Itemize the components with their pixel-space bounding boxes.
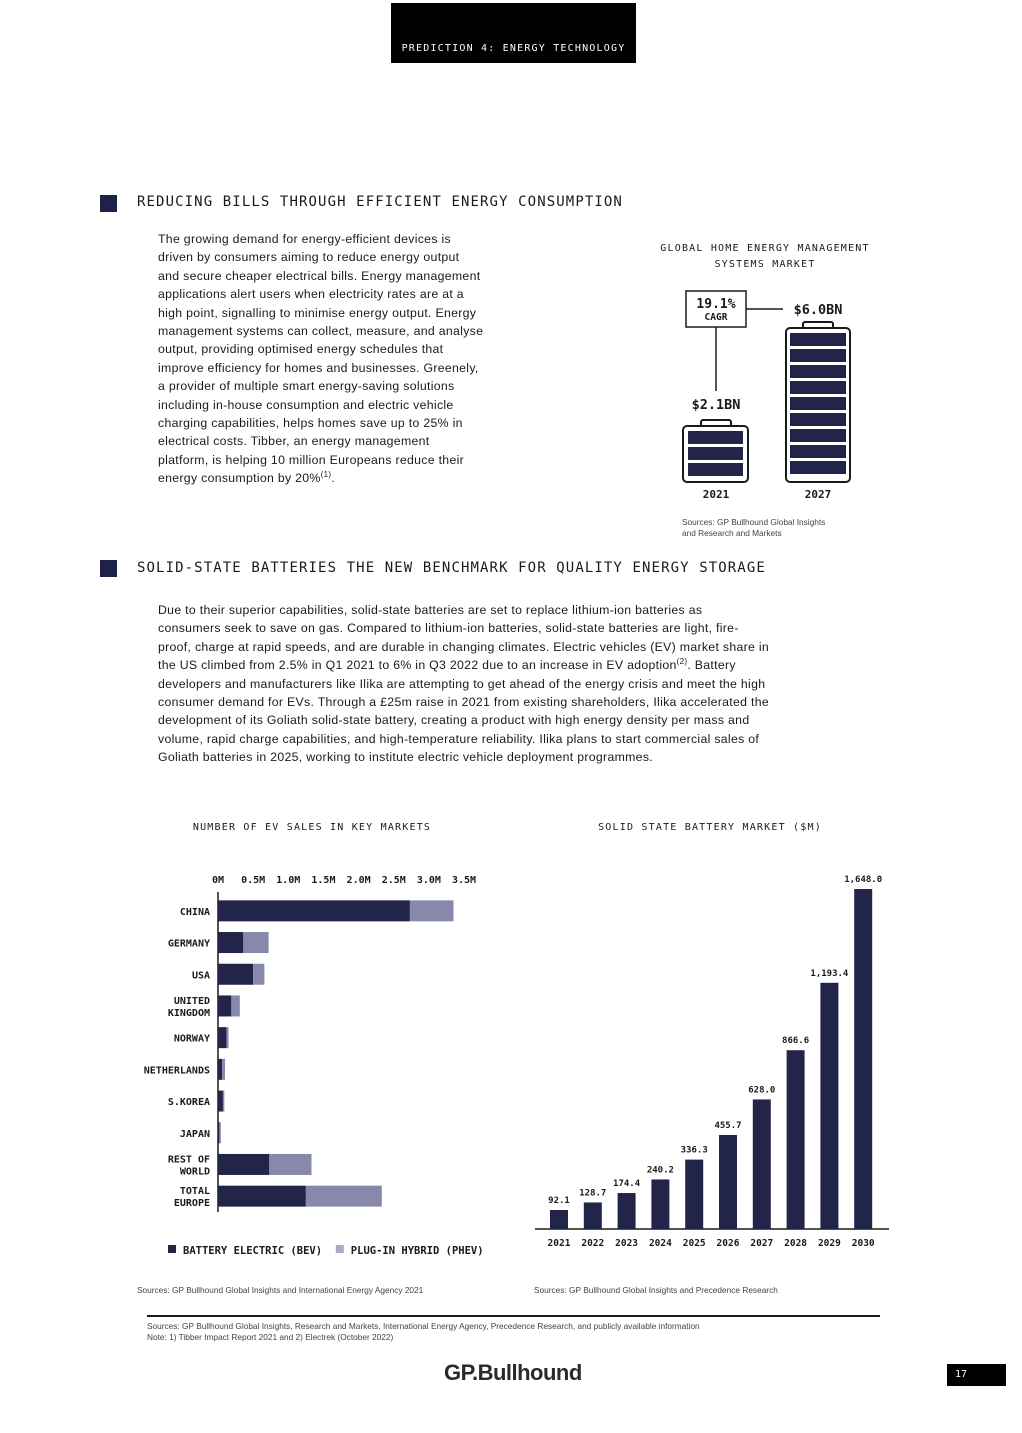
- ssb-bar: [550, 1210, 568, 1229]
- body-line: electrical costs. Tibber, an energy management: [158, 434, 430, 449]
- ev-bar-segment: [218, 1091, 223, 1112]
- year-label: 2029: [817, 1238, 841, 1249]
- value-label: 628.0: [748, 1085, 776, 1096]
- footer-notes: [147, 1321, 700, 1342]
- ssb-bar: [618, 1193, 636, 1229]
- ev-bar-segment: [218, 1154, 269, 1175]
- ev-bar-segment: [218, 995, 231, 1016]
- ssb-chart-title: SOLID STATE BATTERY MARKET ($M): [598, 822, 822, 833]
- legend-label: BATTERY ELECTRIC (BEV): [183, 1245, 323, 1257]
- body-line: volume, rapid charge capabilities, and high-temperature reliability. Ilika plans to start commercial sales of: [158, 731, 760, 746]
- ev-bar-segment: [218, 1186, 306, 1207]
- x-tick-label: 2.5M: [381, 875, 406, 886]
- ev-chart-source: Sources: GP Bullhound Global Insights and International Energy Agency 2021: [137, 1285, 424, 1295]
- ev-bar-segment: [218, 932, 243, 953]
- year-label: 2027: [750, 1238, 774, 1249]
- section-body-bills: [158, 230, 528, 488]
- section-header-tab: PREDICTION 4: ENERGY TECHNOLOGY: [391, 3, 636, 63]
- ssb-bar: [787, 1050, 805, 1229]
- year-label: 2026: [716, 1238, 740, 1249]
- ev-bar-segment: [223, 1091, 224, 1112]
- legend-label: PLUG-IN HYBRID (PHEV): [350, 1245, 484, 1257]
- year-label: 2025: [682, 1238, 706, 1249]
- body-line: developers and manufacturers like Ilika are attempting to get ahead of the energy crisis and meet the high: [158, 676, 766, 691]
- body-line: proof, charge at rapid speeds, and are durable in changing climates. Electric vehicles (EV) market share in: [158, 639, 770, 654]
- year-label: 2023: [615, 1238, 639, 1249]
- ev-bar-segment: [218, 964, 253, 985]
- year-label: 2022: [581, 1238, 605, 1249]
- category-label: CHINA: [179, 906, 210, 918]
- ev-sales-chart: [125, 860, 510, 1270]
- body-line: development of its Goliath solid-state battery, creating a product with high energy density per mass and: [158, 713, 750, 728]
- year-2021-label: 2021: [702, 488, 730, 501]
- ev-bar-segment: [410, 900, 454, 921]
- x-tick-label: 1.5M: [311, 875, 336, 886]
- body-line: The growing demand for energy-efficient devices is: [158, 232, 451, 246]
- ev-bar-segment: [269, 1154, 311, 1175]
- x-tick-label: 1.0M: [276, 875, 301, 886]
- ev-bar-segment: [306, 1186, 382, 1207]
- ssb-bar: [820, 983, 838, 1229]
- category-label: REST OF: [167, 1154, 210, 1166]
- category-label: WORLD: [179, 1166, 210, 1178]
- cagr-label: CAGR: [704, 312, 728, 323]
- body-line: Goliath batteries in 2025, working to institute electric vehicle deployment programmes.: [158, 750, 653, 765]
- gp-bullhound-logo: GP.Bullhound: [444, 1360, 582, 1385]
- section-body-batteries: [158, 601, 858, 767]
- value-label: 128.7: [579, 1188, 607, 1199]
- ev-bar-segment: [222, 1059, 225, 1080]
- section-marker: [100, 195, 117, 212]
- x-tick-label: 0M: [211, 875, 225, 886]
- body-line: platform, is helping 10 million Europeans reduce their: [158, 452, 465, 467]
- value-label: 1,648.0: [844, 875, 883, 885]
- hems-battery-infographic: [670, 285, 870, 510]
- ssb-bar: [719, 1135, 737, 1229]
- value-label: 174.4: [613, 1179, 641, 1190]
- ev-bar-segment: [218, 1027, 226, 1048]
- category-label: S.KOREA: [167, 1097, 210, 1109]
- category-label: UNITED: [173, 995, 210, 1007]
- x-tick-label: 0.5M: [241, 875, 266, 886]
- value-label: 455.7: [714, 1120, 742, 1131]
- ssb-bar: [753, 1099, 771, 1229]
- page-number: 17: [947, 1364, 1006, 1386]
- value-label: 92.1: [548, 1195, 570, 1206]
- ev-chart-title: NUMBER OF EV SALES IN KEY MARKETS: [192, 822, 432, 833]
- body-line: high point, signalling to minimise energy output. Energy: [158, 305, 477, 320]
- footer-note: Note: 1) Tibber Impact Report 2021 and 2) Electrek (October 2022): [147, 1331, 394, 1342]
- year-label: 2028: [784, 1238, 808, 1249]
- year-label: 2021: [547, 1238, 571, 1249]
- year-label: 2030: [851, 1238, 875, 1249]
- category-label: USA: [191, 970, 210, 982]
- category-label: TOTAL: [179, 1186, 210, 1198]
- x-tick-label: 3.5M: [452, 875, 477, 886]
- ev-bar-segment: [243, 932, 268, 953]
- footer-divider: [147, 1315, 880, 1317]
- body-line: management systems can collect, measure, and analyse: [158, 324, 484, 339]
- value-label: 240.2: [646, 1165, 674, 1176]
- value-2027: $6.0BN: [793, 302, 843, 318]
- body-line: the US climbed from 2.5% in Q1 2021 to 6% in Q3 2022 due to an increase in EV adoption$^{(2)}$. Battery: [158, 657, 736, 673]
- ev-bar-segment: [219, 1122, 220, 1143]
- section-heading-batteries: SOLID-STATE BATTERIES THE NEW BENCHMARK FOR QUALITY ENERGY STORAGE: [137, 560, 766, 576]
- section-heading-bills: REDUCING BILLS THROUGH EFFICIENT ENERGY CONSUMPTION: [137, 194, 623, 210]
- category-label: NORWAY: [173, 1033, 210, 1045]
- year-2027-label: 2027: [804, 488, 832, 501]
- category-label: GERMANY: [167, 938, 210, 950]
- ssb-bar: [685, 1160, 703, 1229]
- category-label: KINGDOM: [167, 1007, 210, 1019]
- ev-bar-segment: [231, 995, 239, 1016]
- value-label: 336.3: [680, 1145, 708, 1156]
- body-line: output, providing optimised energy schedules that: [158, 342, 444, 357]
- value-label: 1,193.4: [810, 968, 849, 979]
- body-line: consumer demand for EVs. Through a £25m raise in 2021 from existing shareholders, Ilika accelerated the: [158, 695, 769, 710]
- section-marker: [100, 560, 117, 577]
- body-line: improve efficiency for homes and businesses. Greenely,: [158, 360, 479, 375]
- battery-2021: [683, 420, 748, 482]
- body-line: Due to their superior capabilities, solid-state batteries are set to replace lithium-ion batteries as: [158, 603, 703, 617]
- body-line: and secure cheaper electrical bills. Energy management: [158, 268, 481, 283]
- ev-bar-segment: [218, 1059, 222, 1080]
- ssb-bar: [651, 1179, 669, 1229]
- value-2021: $2.1BN: [691, 397, 741, 413]
- cagr-value: 19.1%: [696, 297, 736, 312]
- category-label: EUROPE: [173, 1198, 210, 1210]
- x-tick-label: 2.0M: [346, 875, 371, 886]
- year-label: 2024: [648, 1238, 672, 1249]
- hems-chart-title: GLOBAL HOME ENERGY MANAGEMENT SYSTEMS MARKET: [660, 243, 870, 270]
- legend-swatch: [168, 1245, 176, 1253]
- category-label: NETHERLANDS: [143, 1065, 210, 1077]
- x-tick-label: 3.0M: [416, 875, 441, 886]
- body-line: a provider of multiple smart energy-saving solutions: [158, 379, 455, 394]
- ev-bar-segment: [253, 964, 264, 985]
- category-label: JAPAN: [179, 1128, 210, 1140]
- footer-sources: Sources: GP Bullhound Global Insights, Research and Markets, International Energy Agency, Precedence Research, and publicly available information: [147, 1321, 700, 1331]
- ssb-chart-source: Sources: GP Bullhound Global Insights and Precedence Research: [534, 1285, 778, 1295]
- ev-bar-segment: [218, 1122, 219, 1143]
- body-line: consumers seek to save on gas. Compared to lithium-ion batteries, solid-state batteries are light, fire-: [158, 621, 739, 636]
- body-line: applications alert users when electricity rates are at a: [158, 287, 464, 302]
- body-line: energy consumption by 20%$^{(1)}$.: [158, 470, 336, 486]
- battery-2027: [786, 322, 850, 482]
- value-label: 866.6: [782, 1036, 810, 1047]
- body-line: driven by consumers aiming to reduce energy output: [158, 250, 460, 265]
- ev-bar-segment: [226, 1027, 228, 1048]
- ev-bar-segment: [218, 900, 410, 921]
- ssb-market-chart: [530, 860, 900, 1260]
- footnote-ref: (2): [676, 657, 688, 667]
- legend-swatch: [336, 1245, 344, 1253]
- body-line: including in-house consumption and electric vehicle: [158, 397, 454, 412]
- ssb-bar: [584, 1202, 602, 1229]
- hems-chart-source: Sources: GP Bullhound Global Insights and Research and Markets: [682, 517, 826, 538]
- ssb-bar: [854, 889, 872, 1229]
- footnote-ref: (1): [320, 470, 332, 480]
- body-line: charging capabilities, helps homes save up to 25% in: [158, 416, 463, 431]
